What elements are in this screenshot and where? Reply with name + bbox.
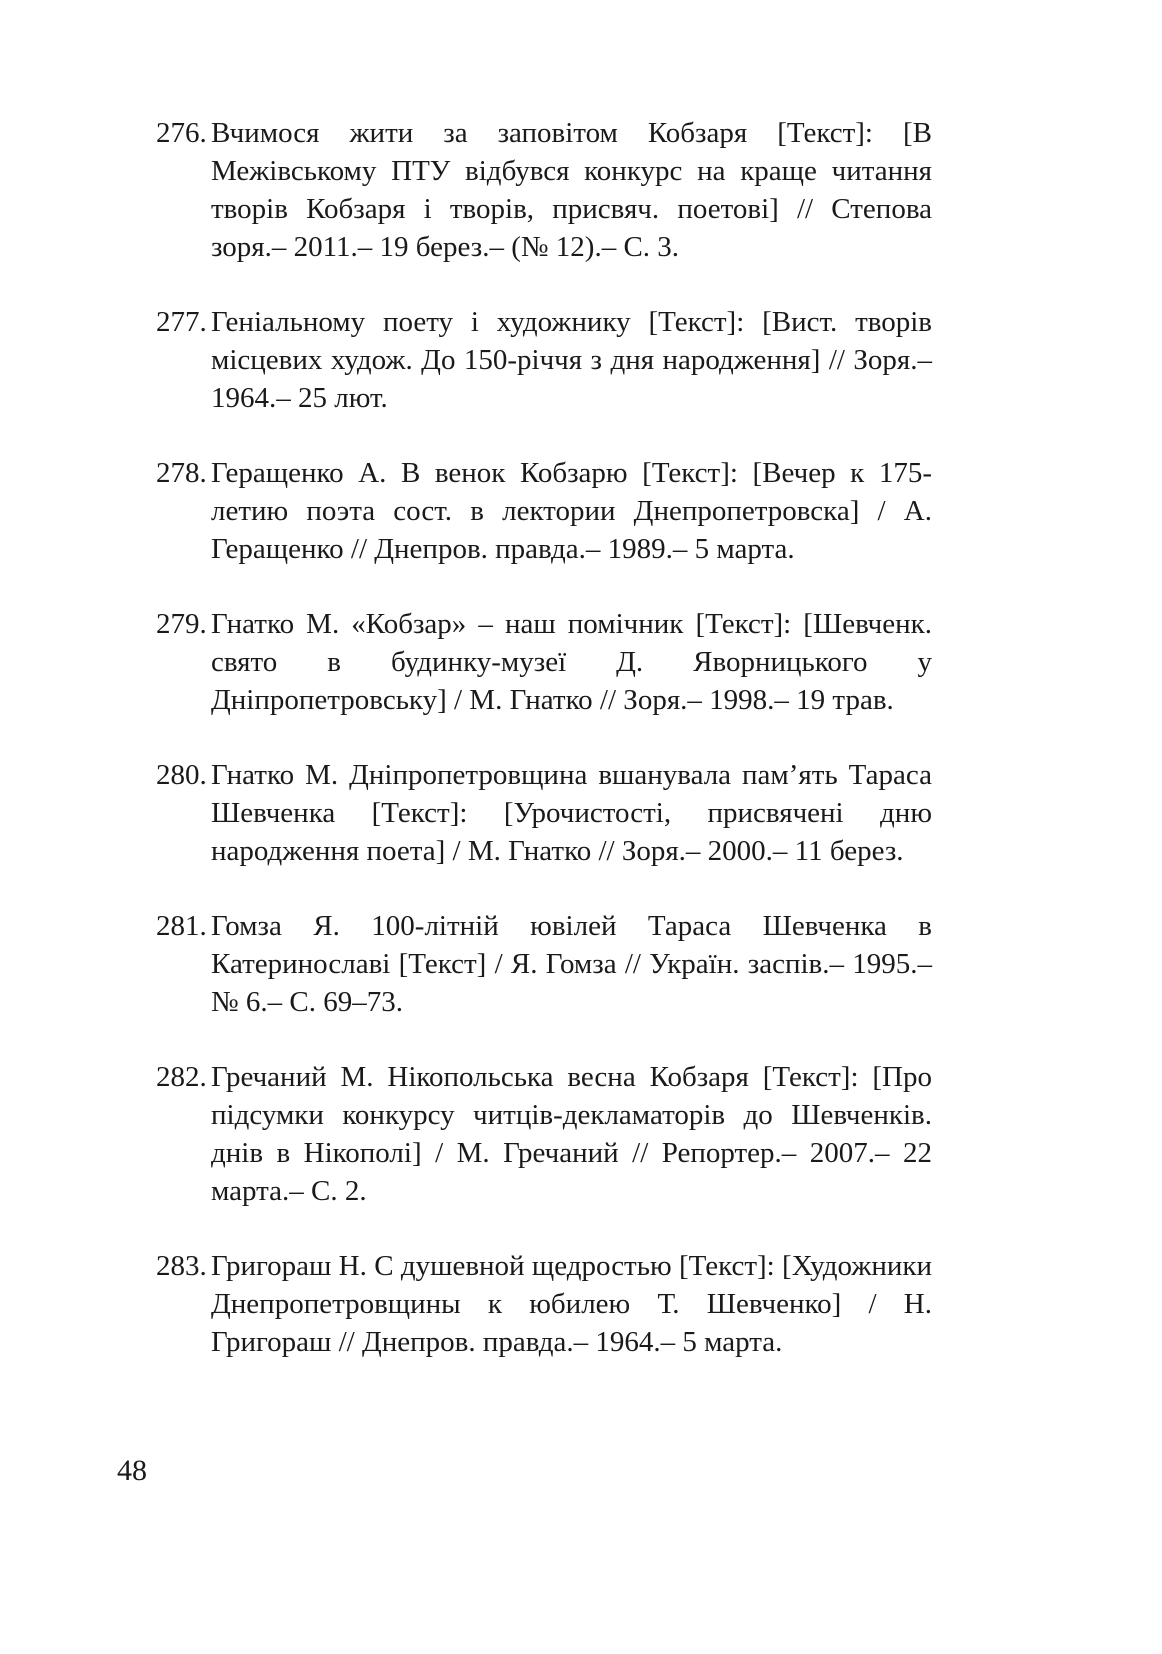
page-number: 48 [117,1454,147,1487]
entry-text: Вчимося жити за заповітом Кобзаря [Текст]: [В Межівському ПТУ відбувся конкурс на краще читання творів Кобзаря і творів, присвяч. поетові] // Степова зоря.– 2011.– 19 берез.– (№ 12).– С. 3. [211,117,932,263]
entry-number: 276. [156,117,207,149]
entry-number: 282. [156,1061,207,1093]
bibliography-entry [156,1247,932,1361]
bibliography-entry [156,907,932,1021]
entry-number: 281. [156,910,207,942]
entry-number: 280. [156,759,207,791]
entry-text: Григораш Н. С душевной щедростью [Текст]: [Художники Днепропетровщины к юбилею Т. Шевченко] / Н. Григораш // Днепров. правда.– 1964.– 5 марта. [211,1250,932,1358]
entry-number: 277. [156,306,207,338]
entry-number: 283. [156,1250,207,1282]
bibliography-entry [156,605,932,719]
entry-number: 279. [156,608,207,640]
entry-text: Гнатко М. «Кобзар» – наш помічник [Текст]: [Шевченк. свято в будинку-музеї Д. Яворницького у Дніпропетровську] / М. Гнатко // Зоря.– 1998.– 19 трав. [211,608,932,716]
bibliography-entry [156,303,932,417]
bibliography-entry [156,114,932,266]
bibliography-list [156,114,932,1398]
entry-text: Гнатко М. Дніпропетровщина вшанувала пам’ять Тараса Шевченка [Текст]: [Урочистості, присвячені дню народження поета] / М. Гнатко // Зоря.– 2000.– 11 берез. [211,759,932,867]
bibliography-entry [156,1058,932,1210]
bibliography-entry [156,454,932,568]
entry-text: Гречаний М. Нікопольська весна Кобзаря [Текст]: [Про підсумки конкурсу читців-декламаторів до Шевченків. днів в Нікополі] / М. Гречаний // Репортер.– 2007.– 22 марта.– С. 2. [211,1061,932,1207]
entry-text: Геніальному поету і художнику [Текст]: [Вист. творів місцевих худож. До 150-річчя з дня народження] // Зоря.– 1964.– 25 лют. [211,306,932,414]
entry-text: Геращенко А. В венок Кобзарю [Текст]: [Вечер к 175-летию поэта сост. в лектории Днепропетровска] / А. Геращенко // Днепров. правда.– 1989.– 5 марта. [211,457,932,565]
bibliography-entry [156,756,932,870]
entry-number: 278. [156,457,207,489]
entry-text: Гомза Я. 100-літній ювілей Тараса Шевченка в Катеринославі [Текст] / Я. Гомза // Україн. заспів.– 1995.– № 6.– С. 69–73. [211,910,932,1018]
